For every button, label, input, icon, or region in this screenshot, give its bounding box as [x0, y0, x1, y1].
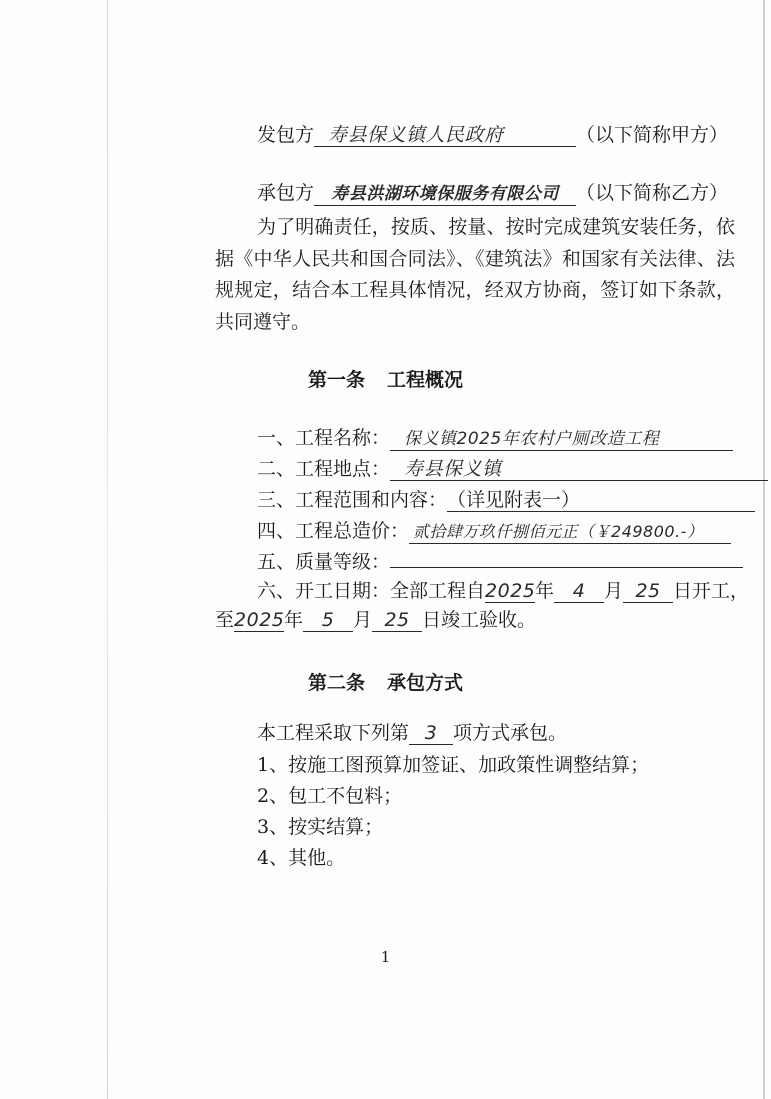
option-item: 2、包工不包料； [257, 785, 403, 807]
start-day: 25 [623, 580, 673, 603]
article2-heading [0, 668, 771, 695]
start-year: 2025 [485, 580, 536, 602]
start-month-char: 月 [604, 580, 624, 602]
contractor-value: 寿县洪湖环境保服务有限公司 [314, 183, 576, 206]
project-scope-line [257, 487, 755, 513]
option-item: 3、按实结算； [257, 816, 384, 838]
project-cost-line [257, 518, 731, 544]
date-prefix: 六、开工日期：全部工程自 [257, 580, 486, 602]
start-year-char: 年 [535, 580, 555, 602]
contract-mode-suffix: 项方式承包。 [453, 722, 568, 744]
article1-title: 工程概况 [387, 369, 464, 391]
start-suffix: 日开工， [673, 580, 750, 602]
option-item: 1、按施工图预算加签证、加政策性调整结算； [257, 754, 650, 776]
end-month-char: 月 [353, 609, 373, 631]
project-cost-value: 贰拾肆万玖仟捌佰元正（￥249800.-） [409, 521, 731, 544]
employer-value: 寿县保义镇人民政府 [314, 124, 576, 147]
project-cost-label: 四、工程总造价： [257, 520, 410, 542]
scan-fold-line [107, 0, 108, 1099]
project-scope-label: 三、工程范围和内容： [257, 489, 448, 511]
project-name-label: 一、工程名称： [257, 427, 391, 449]
preamble-paragraph: 为了明确责任，按质、按量、按时完成建筑安装任务，依据《中华人民共和国合同法》、《建筑法》和国家有关法律、法规规定，结合本工程具体情况，经双方协商，签订如下条款，共同遵守。 [215, 216, 735, 333]
project-scope-value: （详见附表一） [447, 489, 755, 512]
employer-suffix: （以下简称甲方） [576, 124, 729, 146]
quality-value [390, 567, 743, 568]
project-name-line [257, 425, 733, 451]
end-suffix: 日竣工验收。 [422, 609, 537, 631]
article2-number: 第二条 [307, 672, 365, 694]
project-location-value: 寿县保义镇 [390, 458, 768, 481]
contract-mode-line [257, 720, 567, 746]
start-date-line [257, 578, 749, 604]
option-item: 4、其他。 [257, 847, 346, 869]
project-location-label: 二、工程地点： [257, 458, 391, 480]
article1-number: 第一条 [307, 369, 365, 391]
end-prefix: 至 [215, 609, 235, 631]
contractor-label: 承包方 [257, 182, 315, 204]
employer-label: 发包方 [257, 124, 315, 146]
article2-title: 承包方式 [387, 672, 464, 694]
quality-line [257, 549, 743, 575]
end-year-char: 年 [284, 609, 304, 631]
page-number: 1 [380, 948, 391, 966]
end-day: 25 [372, 609, 422, 632]
scan-edge-line [763, 0, 765, 1099]
project-name-value: 保义镇2025年农村户厕改造工程 [390, 428, 733, 451]
contract-mode-choice: 3 [409, 722, 453, 745]
contractor-suffix: （以下简称乙方） [576, 182, 729, 204]
end-date-line [215, 607, 536, 633]
quality-label: 五、质量等级： [257, 551, 391, 573]
start-month: 4 [554, 580, 604, 603]
employer-line [257, 122, 728, 148]
contract-mode-prefix: 本工程采取下列第 [257, 722, 410, 744]
end-year: 2025 [234, 609, 285, 631]
end-month: 5 [303, 609, 353, 632]
article1-heading [0, 365, 771, 392]
project-location-line [257, 456, 768, 482]
contractor-line [257, 180, 728, 206]
